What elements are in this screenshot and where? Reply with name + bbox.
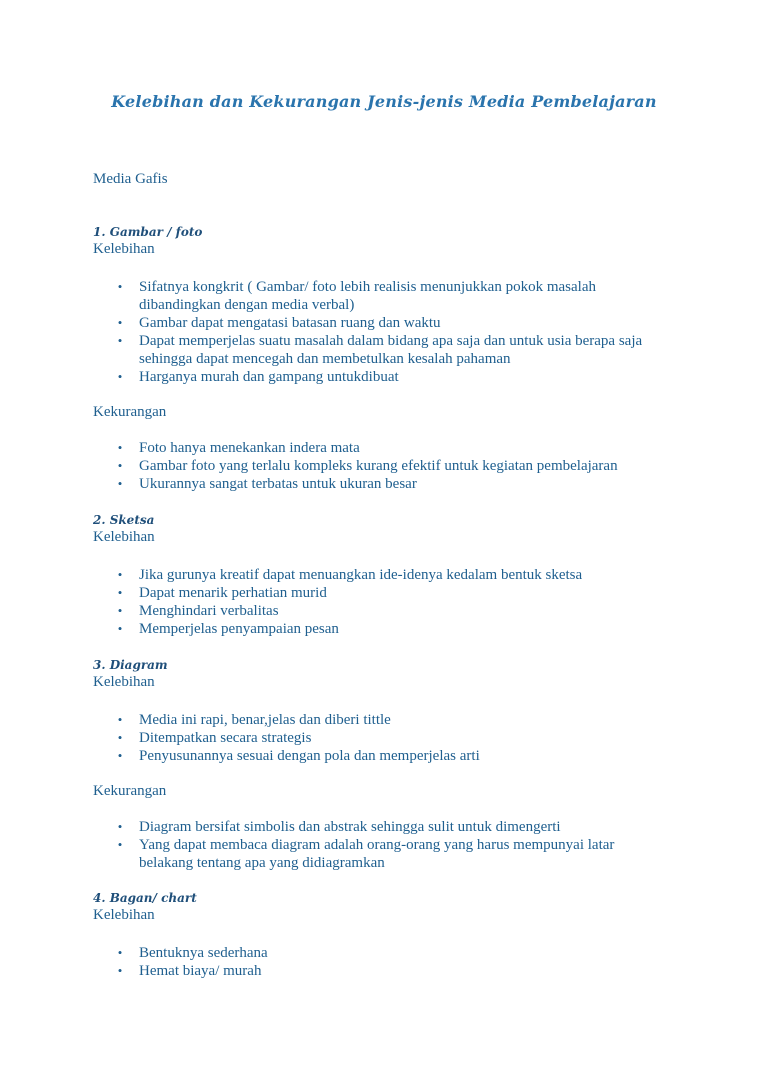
subsection-bagan-chart <box>93 890 693 924</box>
subsection-heading: 4. Bagan/ chart <box>93 891 197 905</box>
list-item: • Diagram bersifat simbolis dan abstrak sehingga sulit untuk dimengerti <box>93 818 693 836</box>
subsection-heading: 1. Gambar / foto <box>93 225 203 239</box>
list-item: • Gambar foto yang terlalu kompleks kurang efektif untuk kegiatan pembelajaran <box>93 457 693 475</box>
bullet-icon: • <box>117 730 123 745</box>
kelebihan-list <box>93 566 693 638</box>
kekurangan-list <box>93 818 693 872</box>
subsection-sketsa <box>93 512 693 546</box>
kelebihan-label: Kelebihan <box>93 907 155 923</box>
bullet-icon: • <box>117 837 123 852</box>
list-item: • Hemat biaya/ murah <box>93 962 693 980</box>
list-item: • Bentuknya sederhana <box>93 944 693 962</box>
kelebihan-list <box>93 711 693 765</box>
bullet-icon: • <box>117 333 123 348</box>
subsection-heading: 3. Diagram <box>93 658 168 672</box>
bullet-icon: • <box>117 603 123 618</box>
kelebihan-label: Kelebihan <box>93 241 155 257</box>
list-item: • Gambar dapat mengatasi batasan ruang dan waktu <box>93 314 693 332</box>
list-item: • Menghindari verbalitas <box>93 602 693 620</box>
bullet-icon: • <box>117 315 123 330</box>
bullet-icon: • <box>117 458 123 473</box>
list-item: • Sifatnya kongkrit ( Gambar/ foto lebih realisis menunjukkan pokok masalah dibandingkan dengan media verbal) <box>93 278 693 314</box>
bullet-icon: • <box>117 567 123 582</box>
bullet-icon: • <box>117 963 123 978</box>
kekurangan-label: Kekurangan <box>93 404 167 420</box>
list-item: • Jika gurunya kreatif dapat menuangkan ide-idenya kedalam bentuk sketsa <box>93 566 693 584</box>
kelebihan-list <box>93 944 693 980</box>
list-item: • Dapat memperjelas suatu masalah dalam bidang apa saja dan untuk usia berapa saja sehingga dapat mencegah dan membetulkan kesalah pahaman <box>93 332 693 368</box>
subsection-diagram <box>93 657 693 691</box>
bullet-icon: • <box>117 712 123 727</box>
list-item: • Yang dapat membaca diagram adalah orang-orang yang harus mempunyai latar belakang tentang apa yang didiagramkan <box>93 836 693 872</box>
list-item: • Dapat menarik perhatian murid <box>93 584 693 602</box>
bullet-icon: • <box>117 279 123 294</box>
list-item: • Memperjelas penyampaian pesan <box>93 620 693 638</box>
bullet-icon: • <box>117 476 123 491</box>
bullet-icon: • <box>117 369 123 384</box>
list-item: • Penyusunannya sesuai dengan pola dan memperjelas arti <box>93 747 693 765</box>
bullet-icon: • <box>117 819 123 834</box>
kelebihan-label: Kelebihan <box>93 674 155 690</box>
list-item: • Harganya murah dan gampang untukdibuat <box>93 368 693 386</box>
list-item: • Foto hanya menekankan indera mata <box>93 439 693 457</box>
bullet-icon: • <box>117 585 123 600</box>
list-item: • Media ini rapi, benar,jelas dan diberi tittle <box>93 711 693 729</box>
section-heading: Media Gafis <box>93 171 168 187</box>
kelebihan-list <box>93 278 693 386</box>
document-title: Kelebihan dan Kekurangan Jenis-jenis Media Pembelajaran <box>111 92 657 111</box>
kekurangan-label: Kekurangan <box>93 783 167 799</box>
list-item: • Ukurannya sangat terbatas untuk ukuran besar <box>93 475 693 493</box>
bullet-icon: • <box>117 440 123 455</box>
subsection-gambar-foto <box>93 224 693 258</box>
kekurangan-list <box>93 439 693 493</box>
subsection-heading: 2. Sketsa <box>93 513 155 527</box>
list-item: • Ditempatkan secara strategis <box>93 729 693 747</box>
bullet-icon: • <box>117 621 123 636</box>
bullet-icon: • <box>117 748 123 763</box>
kelebihan-label: Kelebihan <box>93 529 155 545</box>
bullet-icon: • <box>117 945 123 960</box>
